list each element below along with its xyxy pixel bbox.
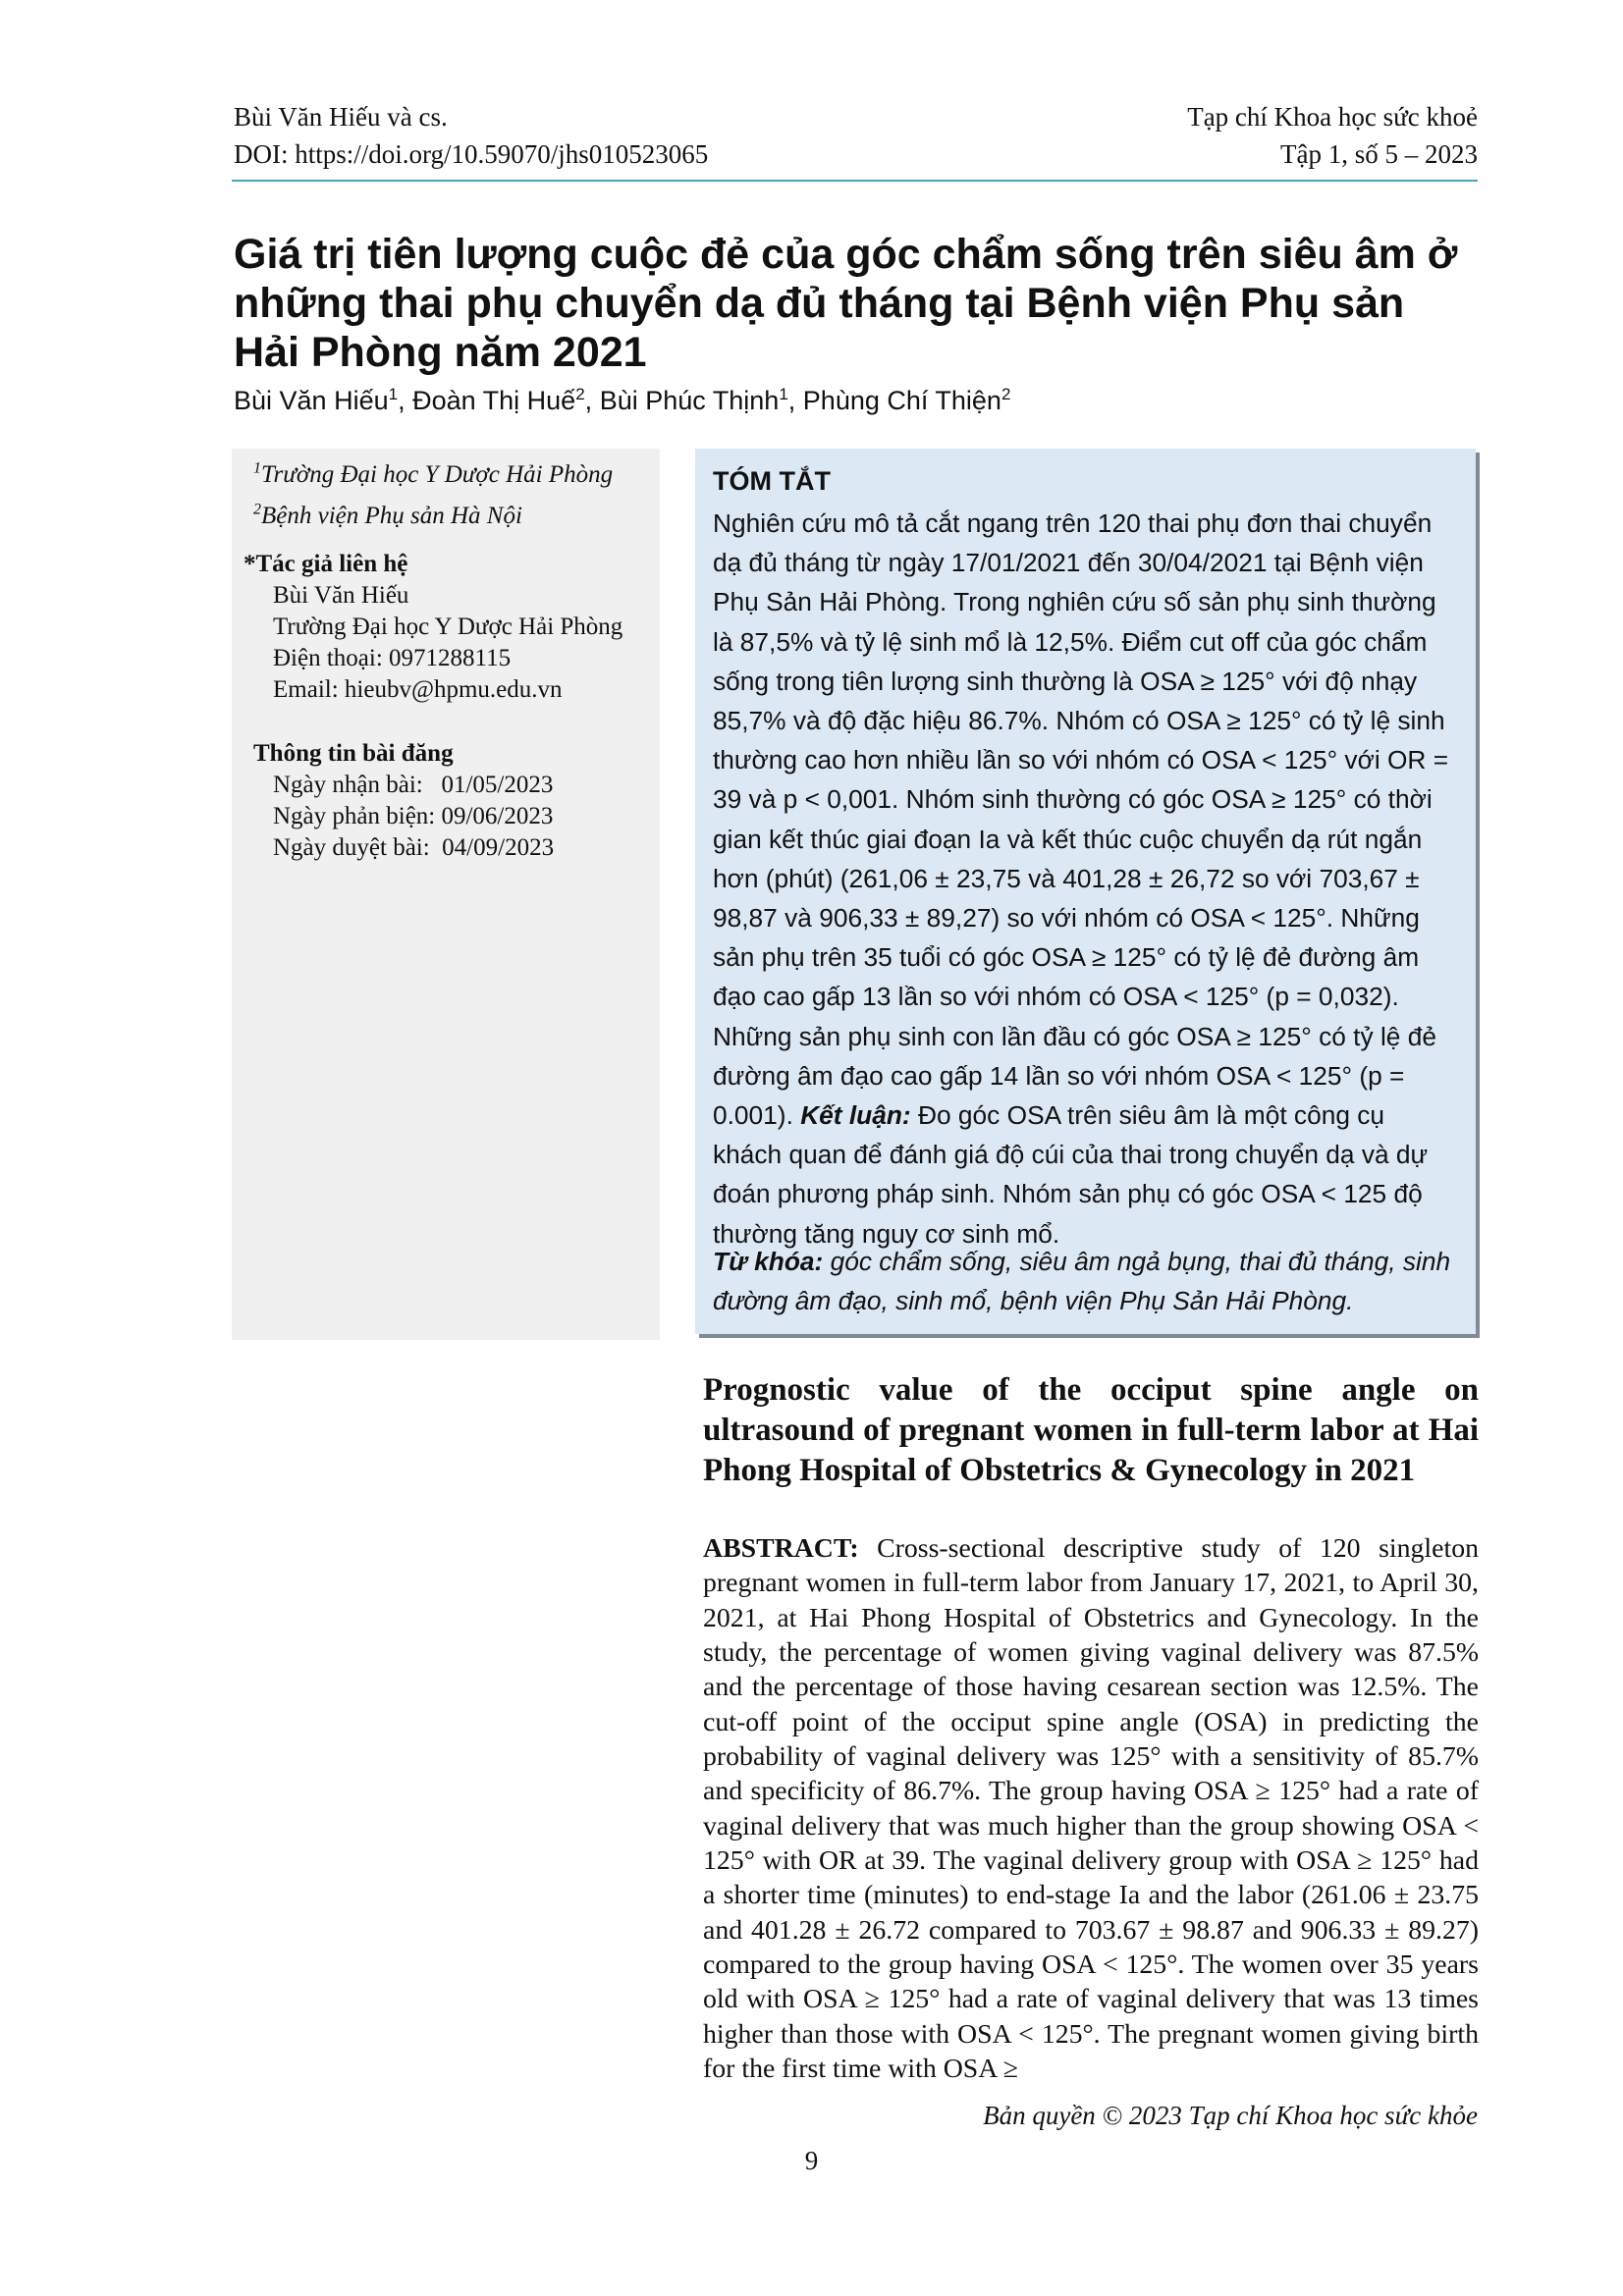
author-separator: , [787, 386, 803, 415]
corresponding-author-label: *Tác giả liên hệ [243, 551, 408, 577]
affiliation-text: Bệnh viện Phụ sản Hà Nội [261, 503, 522, 529]
running-header-left [234, 98, 708, 173]
author-name: Bùi Văn Hiếu [234, 386, 389, 415]
date-received: Ngày nhận bài: 01/05/2023 [273, 772, 554, 798]
corresponding-author [243, 549, 622, 706]
date-reviewed: Ngày phản biện: 09/06/2023 [273, 803, 554, 829]
abstract-label: ABSTRACT: [703, 1533, 859, 1564]
conclusion-label: Kết luận: [800, 1100, 911, 1131]
author-affiliation-mark: 2 [1001, 385, 1011, 403]
affiliation-text: Trường Đại học Y Dược Hải Phòng [261, 461, 614, 488]
date-accepted: Ngày duyệt bài: 04/09/2023 [273, 834, 555, 861]
corresponding-author-email[interactable]: Email: hieubv@hpmu.edu.vn [273, 676, 563, 703]
conclusion-text: Đo góc OSA trên siêu âm là một công cụ khách quan để đánh giá độ cúi của thai trong chuyển dạ và dự đoán phương pháp sinh. Nhóm sản phụ có góc OSA < 125 độ thường tăng nguy cơ sinh mổ. [713, 1100, 1429, 1249]
author-separator: , [584, 386, 600, 415]
article-info-sidebar [232, 449, 660, 1340]
summary-body [713, 504, 1459, 1254]
author-name: Bùi Phúc Thịnh [599, 386, 780, 415]
author-name: Đoàn Thị Huế [412, 386, 576, 415]
summary-heading: TÓM TẮT [713, 466, 831, 496]
author-affiliation-mark: 1 [388, 385, 399, 403]
vietnamese-summary-box [695, 449, 1476, 1334]
header-doi[interactable]: DOI: https://doi.org/10.59070/jhs010523065 [234, 139, 709, 169]
corresponding-author-phone: Điện thoại: 0971288115 [273, 645, 512, 671]
author-affiliation-mark: 1 [779, 385, 788, 403]
page-number: 9 [804, 2146, 819, 2175]
keywords [713, 1242, 1459, 1320]
english-title: Prognostic value of the occiput spine angle on ultrasound of pregnant women in full-term labor at Hai Phong Hospital of Obstetrics & Gynecology in 2021 [703, 1372, 1479, 1488]
publication-info-label: Thông tin bài đăng [253, 740, 454, 767]
article-title: Giá trị tiên lượng cuộc đẻ của góc chẩm sống trên siêu âm ở những thai phụ chuyển dạ đủ tháng tại Bệnh viện Phụ sản Hải Phòng năm 2021 [234, 231, 1458, 376]
author-separator: , [398, 386, 413, 415]
summary-text: Nghiên cứu mô tả cắt ngang trên 120 thai phụ đơn thai chuyển dạ đủ tháng từ ngày 17/01/2021 đến 30/04/2021 tại Bệnh viện Phụ Sản Hải Phòng. Trong nghiên cứu số sản phụ sinh thường là 87,5% và tỷ lệ sinh mổ là 12,5%. Điểm cut off của góc chẩm sống trong tiên lượng sinh thường là OSA ≥ 125° với độ nhạy 85,7% và độ đặc hiệu 86.7%. Nhóm có OSA ≥ 125° có tỷ lệ sinh thường cao hơn nhiều lần so với nhóm có OSA < 125° với OR = 39 và p < 0,001. Nhóm sinh thường có góc OSA ≥ 125° có thời gian kết thúc giai đoạn Ia và kết thúc cuộc chuyển dạ rút ngắn hơn (phút) (261,06 ± 23,75 và 401,28 ± 26,72 so với 703,67 ± 98,87 và 906,33 ± 89,27) so với nhóm có OSA < 125°. Những sản phụ trên 35 tuổi có góc OSA ≥ 125° có tỷ lệ đẻ đường âm đạo cao gấp 13 lần so với nhóm có OSA < 125° (p = 0,032). Những sản phụ sinh con lần đầu có góc OSA ≥ 125° có tỷ lệ đẻ đường âm đạo cao gấp 14 lần so với nhóm OSA < 125° (p = 0.001). [713, 508, 1449, 1131]
header-volume: Tập 1, số 5 – 2023 [1280, 139, 1478, 169]
affiliation-2 [253, 500, 522, 533]
author-affiliation-mark: 2 [575, 385, 585, 403]
header-journal: Tạp chí Khoa học sức khoẻ [1187, 102, 1478, 132]
publication-info [253, 738, 554, 864]
author-list [234, 383, 1010, 418]
author-name: Phùng Chí Thiện [802, 386, 1001, 415]
corresponding-author-org: Trường Đại học Y Dược Hải Phòng [273, 614, 623, 640]
copyright-notice: Bản quyền © 2023 Tạp chí Khoa học sức khỏe [983, 2101, 1478, 2130]
abstract-text: Cross-sectional descriptive study of 120 singleton pregnant women in full-term labor from January 17, 2021, to April 30, 2021, at Hai Phong Hospital of Obstetrics and Gynecology. In the study, the percentage of women giving vaginal delivery was 87.5% and the percentage of those having cesarean section was 12.5%. The cut-off point of the occiput spine angle (OSA) in predicting the probability of vaginal delivery was 125° with a sensitivity of 85.7% and specificity of 86.7%. The group having OSA ≥ 125° had a rate of vaginal delivery that was much higher than the group showing OSA < 125° with OR at 39. The vaginal delivery group with OSA ≥ 125° had a shorter time (minutes) to end-stage Ia and the labor (261.06 ± 23.75 and 401.28 ± 26.72 compared to 703.67 ± 98.87 and 906.33 ± 89.27) compared to the group having OSA < 125°. The women over 35 years old with OSA ≥ 125° had a rate of vaginal delivery that was 13 times higher than those with OSA < 125°. The pregnant women giving birth for the first time with OSA ≥ [703, 1533, 1479, 2085]
corresponding-author-name: Bùi Văn Hiếu [273, 582, 409, 609]
affiliation-number: 2 [253, 501, 261, 518]
keywords-text: góc chẩm sống, siêu âm ngả bụng, thai đủ tháng, sinh đường âm đạo, sinh mổ, bệnh viện Phụ Sản Hải Phòng. [713, 1247, 1451, 1316]
running-header-right [1187, 98, 1478, 173]
affiliation-1 [253, 458, 613, 492]
keywords-label: Từ khóa: [713, 1247, 824, 1276]
english-abstract [703, 1531, 1479, 2087]
header-divider [232, 180, 1478, 182]
header-authors: Bùi Văn Hiếu và cs. [234, 102, 448, 132]
affiliation-number: 1 [253, 459, 261, 477]
